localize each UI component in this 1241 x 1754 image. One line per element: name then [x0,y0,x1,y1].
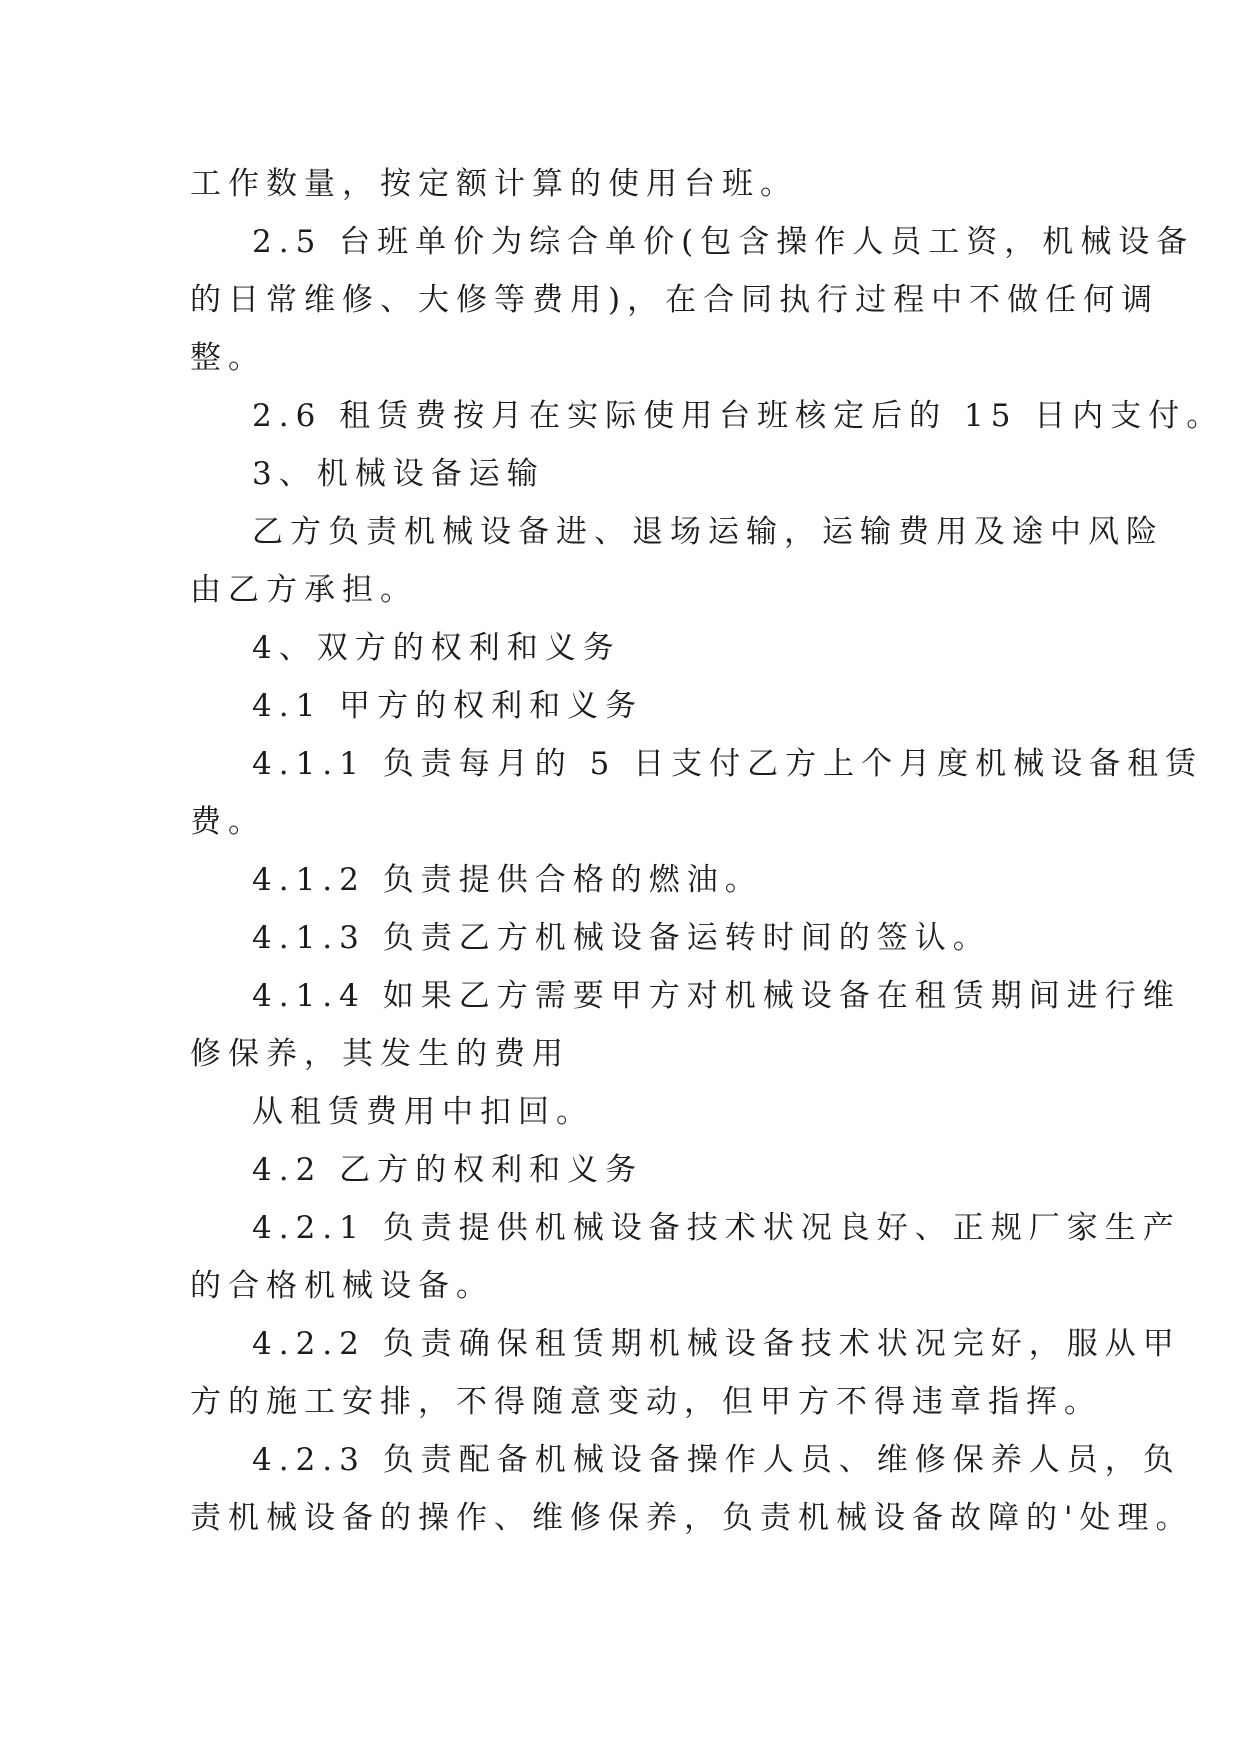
text-line: 从租赁费用中扣回。 [252,1094,594,1130]
subsection-heading: 4.1 甲方的权利和义务 [252,688,644,724]
text-line: 整。 [190,340,266,376]
text-line: 乙方负责机械设备进、退场运输，运输费用及途中风险 [252,514,1164,550]
section-heading: 4、双方的权利和义务 [252,630,621,666]
text-line: 修保养，其发生的费用 [190,1036,570,1072]
text-line: 4.1.4 如果乙方需要甲方对机械设备在租赁期间进行维 [252,978,1181,1014]
text-line: 2.6 租赁费按月在实际使用台班核定后的 15 日内支付。 [252,398,1225,434]
text-line: 的合格机械设备。 [190,1268,494,1304]
text-line: 责机械设备的操作、维修保养，负责机械设备故障的'处理。 [190,1500,1194,1536]
text-line: 4.2.2 负责确保租赁期机械设备技术状况完好，服从甲 [252,1326,1181,1362]
text-line: 4.2.3 负责配备机械设备操作人员、维修保养人员，负 [252,1442,1181,1478]
text-line: 4.2.1 负责提供机械设备技术状况良好、正规厂家生产 [252,1210,1181,1246]
text-line: 由乙方承担。 [190,572,418,608]
text-line: 4.1.2 负责提供合格的燃油。 [252,862,763,898]
text-line: 4.1.3 负责乙方机械设备运转时间的签认。 [252,920,991,956]
text-line: 4.1.1 负责每月的 5 日支付乙方上个月度机械设备租赁 [252,746,1204,782]
document-body [190,155,1225,1547]
subsection-heading: 4.2 乙方的权利和义务 [252,1152,644,1188]
section-heading: 3、机械设备运输 [252,456,545,492]
text-line: 费。 [190,804,266,840]
text-line: 2.5 台班单价为综合单价(包含操作人员工资，机械设备 [252,224,1195,260]
text-line: 方的施工安排，不得随意变动，但甲方不得违章指挥。 [190,1384,1102,1420]
text-line: 的日常维修、大修等费用)，在合同执行过程中不做任何调 [190,282,1160,318]
text-line: 工作数量，按定额计算的使用台班。 [190,166,798,202]
